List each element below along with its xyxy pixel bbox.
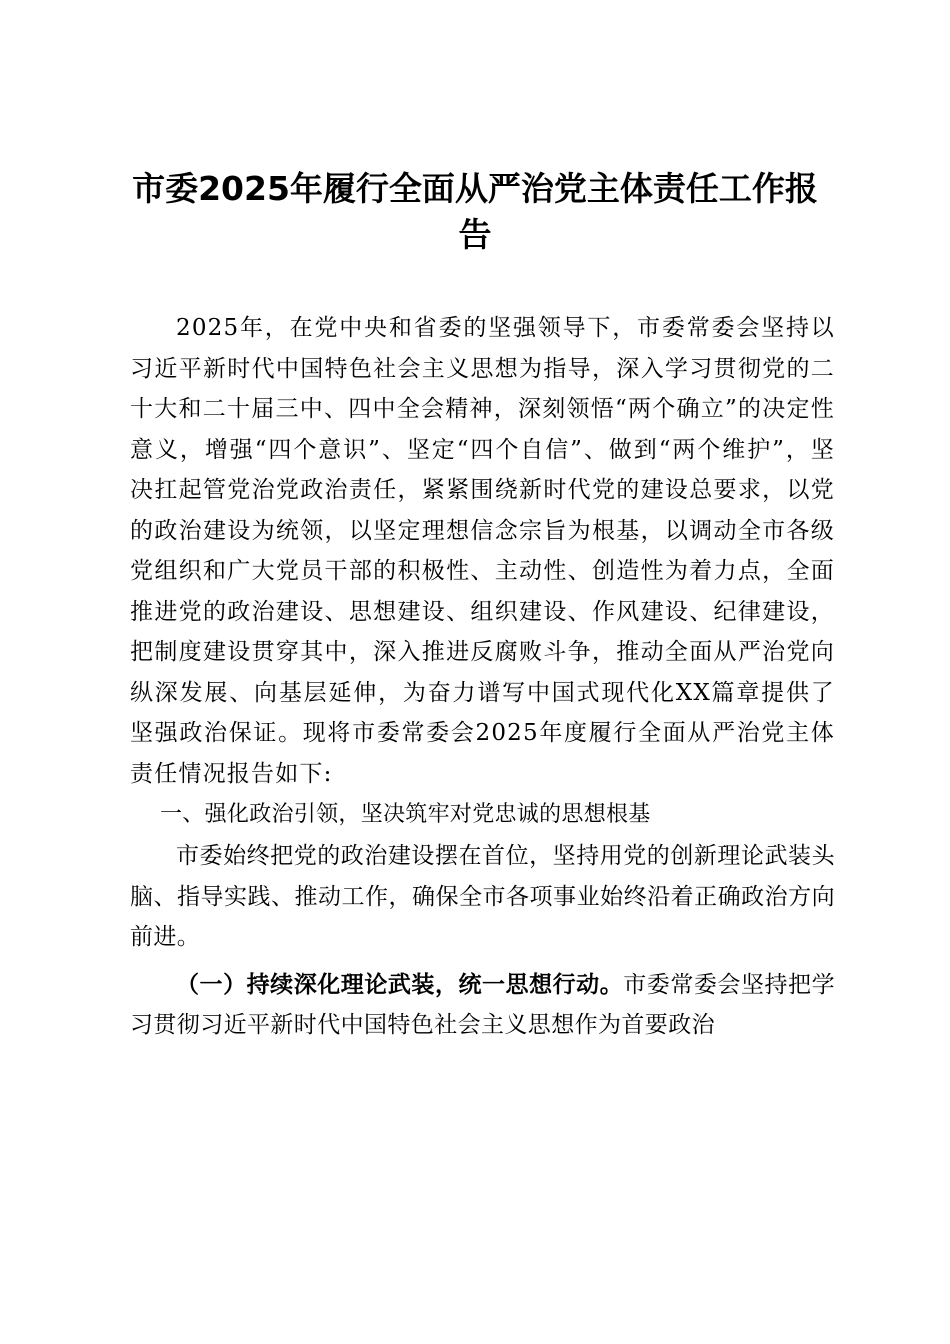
subsection-1-paragraph: [130, 965, 835, 1046]
subsection-1-text: 市委常委会坚持把学习贯彻习近平新时代中国特色社会主义思想作为首要政治: [130, 971, 835, 1038]
section-heading-1: 一、强化政治引领，坚决筑牢对党忠诚的思想根基: [160, 802, 651, 827]
document-title: 市委2025年履行全面从严治党主体责任工作报告: [132, 169, 818, 254]
subsection-heading-1: （一）持续深化理论武装，统一思想行动。: [176, 971, 624, 998]
section-1-paragraph: 市委始终把党的政治建设摆在首位，坚持用党的创新理论武装头脑、指导实践、推动工作，确保全市各项事业始终沿着正确政治方向前进。: [130, 843, 835, 950]
intro-paragraph: 2025年，在党中央和省委的坚强领导下，市委常委会坚持以习近平新时代中国特色社会主义思想为指导，深入学习贯彻党的二十大和二十届三中、四中全会精神，深刻领悟“两个确立”的决定性意义，增强“四个意识”、坚定“四个自信”、做到“两个维护”，坚决扛起管党治党政治责任，紧紧围绕新时代党的建设总要求，以党的政治建设为统领，以坚定理想信念宗旨为根基，以调动全市各级党组织和广大党员干部的积极性、主动性、创造性为着力点，全面推进党的政治建设、思想建设、组织建设、作风建设、纪律建设，把制度建设贯穿其中，深入推进反腐败斗争，推动全面从严治党向纵深发展、向基层延伸，为奋力谱写中国式现代化XX篇章提供了坚强政治保证。现将市委常委会2025年度履行全面从严治党主体责任情况报告如下:: [130, 315, 835, 787]
document-body: [130, 308, 835, 1046]
